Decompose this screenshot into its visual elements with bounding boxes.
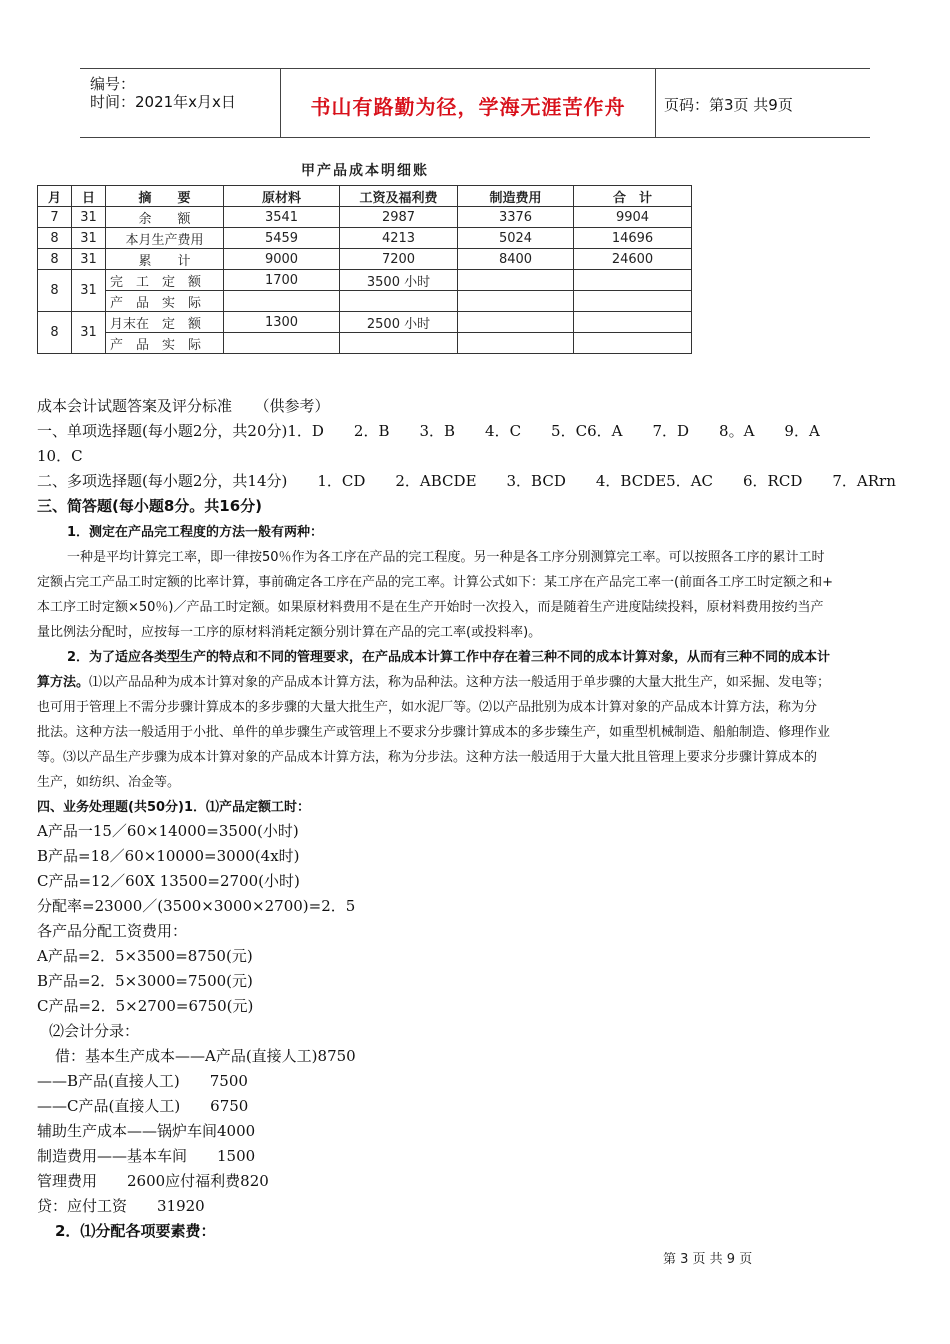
journal-line: ——C产品(直接人工) 6750 xyxy=(37,1097,249,1115)
calc-line: C产品=12／60X 13500=2700(小时) xyxy=(37,872,300,890)
doc-title: 成本会计试题答案及评分标准 （供参考） xyxy=(37,397,330,415)
q2-heading: 2．为了适应各类型生产的特点和不同的管理要求，在产品成本计算工作中存在着三种不同的成本计算对象，从而有三种不同的成本计 xyxy=(67,650,831,665)
page-label: 页码：第3页 共9页 xyxy=(664,96,793,114)
calc-line: B产品=18／60×10000=3000(4x时) xyxy=(37,847,300,865)
q1-text-2: 定额占完工产品工时定额的比率计算，事前确定各工序在产品的完工率。计算公式如下：某工序在产品完工率一(前面各工序工时定额之和+ xyxy=(37,575,833,590)
q2-text-2: 也可用于管理上不需分步骤计算成本的多步骤的大量大批生产，如水泥厂等。⑵以产品批别为成本计算对象的产品成本计算方法，称为分 xyxy=(37,700,818,715)
ledger-header-row xyxy=(38,186,692,207)
cell: 5024 xyxy=(458,228,574,249)
section-business: 四、业务处理题(共50分)1．⑴产品定额工时： xyxy=(37,800,311,815)
journal-line: 制造费用——基本车间 1500 xyxy=(37,1147,256,1165)
journal-line: 贷：应付工资 31920 xyxy=(37,1197,205,1215)
q2-text-1 xyxy=(37,671,830,690)
label: 完 工 xyxy=(110,274,150,290)
table-row xyxy=(38,249,692,270)
cell xyxy=(224,291,340,312)
cell: 4213 xyxy=(340,228,458,249)
page-header xyxy=(80,68,870,138)
table-row xyxy=(38,207,692,228)
col-summary: 摘 要 xyxy=(106,186,224,207)
q2-text-3: 批法。这种方法一般适用于小批、单件的单步骤生产或管理上不要求分步骤计算成本的多步臻生产，如重型机械制造、船舶制造、修理作业 xyxy=(37,725,831,740)
journal-line: 管理费用 2600应付福利费820 xyxy=(37,1172,269,1190)
q1-heading: 1．测定在产品完工程度的方法一般有两种： xyxy=(67,525,324,540)
section-single-choice: 一、单项选择题(每小题2分，共20分)1．D 2．B 3．B 4．C 5．C6．A 7．D 8。A 9．A xyxy=(37,422,820,440)
table-row xyxy=(38,228,692,249)
q2-text-4: 等。⑶以产品生产步骤为成本计算对象的产品成本计算方法，称为分步法。这种方法一般适用于大量大批且管理上要求分步骤计算成本的 xyxy=(37,750,818,765)
cell: 7 xyxy=(38,207,72,228)
cell xyxy=(106,312,224,333)
cell xyxy=(106,333,224,354)
col-month: 月 xyxy=(38,186,72,207)
calc-line: C产品=2．5×2700=6750(元) xyxy=(37,997,254,1015)
cell xyxy=(574,291,692,312)
q2-business-heading: 2．⑴分配各项要素费： xyxy=(55,1222,216,1240)
cell xyxy=(574,333,692,354)
cell xyxy=(340,333,458,354)
cell: 累 计 xyxy=(106,249,224,270)
cell: 8 xyxy=(38,228,72,249)
cell: 3376 xyxy=(458,207,574,228)
cell: 2987 xyxy=(340,207,458,228)
q1-text-4: 量比例法分配时，应按每一工序的原材料消耗定额分别计算在产品的完工率(或投料率)。 xyxy=(37,625,542,640)
col-day: 日 xyxy=(72,186,106,207)
section-short-answer: 三、简答题(每小题8分。共16分) xyxy=(37,497,263,515)
cell: 2500 小时 xyxy=(340,312,458,333)
cell: 8400 xyxy=(458,249,574,270)
col-material: 原材料 xyxy=(224,186,340,207)
cell: 1300 xyxy=(224,312,340,333)
cell: 8 xyxy=(38,312,72,354)
cell: 31 xyxy=(72,207,106,228)
ledger-table xyxy=(37,185,692,354)
ledger-title: 甲产品成本明细账 xyxy=(301,163,429,179)
calc-line: A产品一15／60×14000=3500(小时) xyxy=(37,822,299,840)
cell: 7200 xyxy=(340,249,458,270)
cell xyxy=(106,291,224,312)
cell: 31 xyxy=(72,249,106,270)
cell xyxy=(574,270,692,291)
header-right-cell xyxy=(656,69,870,137)
cell: 31 xyxy=(72,270,106,312)
table-row-finished xyxy=(38,270,692,291)
cell: 3500 小时 xyxy=(340,270,458,291)
motto: 书山有路勤为径，学海无涯苦作舟 xyxy=(310,95,626,119)
cell xyxy=(574,312,692,333)
table-row-finished-actual xyxy=(38,291,692,312)
section-multi-choice: 二、多项选择题(每小题2分，共14分) 1．CD 2．ABCDE 3．BCD 4．BCDE5．AC 6．RCD 7．ARrn xyxy=(37,472,896,490)
table-row-wip-actual xyxy=(38,333,692,354)
journal-line: ——B产品(直接人工) 7500 xyxy=(37,1072,248,1090)
col-wage: 工资及福利费 xyxy=(340,186,458,207)
cell: 1700 xyxy=(224,270,340,291)
cell: 14696 xyxy=(574,228,692,249)
journal-line: 辅助生产成本——锅炉车间4000 xyxy=(37,1122,256,1140)
label: 月末在 xyxy=(110,316,150,332)
cell xyxy=(458,270,574,291)
journal-line: 借：基本生产成本——A产品(直接人工)8750 xyxy=(55,1047,356,1065)
cell: 本月生产费用 xyxy=(106,228,224,249)
journal-heading: ⑵会计分录： xyxy=(49,1022,140,1040)
header-motto-cell xyxy=(280,69,656,137)
section-single-choice-cont: 10．C xyxy=(37,447,83,465)
cell: 5459 xyxy=(224,228,340,249)
q2-text-1-body: ⑴以产品品种为成本计算对象的产品成本计算方法，称为品种法。这种方法一般适用于单步骤的大量大批生产，如采掘、发电等； xyxy=(89,675,831,690)
label: 产 品 xyxy=(110,337,150,353)
q2-text-5: 生产，如纺织、冶金等。 xyxy=(37,775,181,790)
time-label: 时间：2021年x月x日 xyxy=(90,93,236,111)
cell: 余 额 xyxy=(106,207,224,228)
label: 实 际 xyxy=(162,295,202,311)
col-total: 合 计 xyxy=(574,186,692,207)
cell xyxy=(106,270,224,291)
cell: 24600 xyxy=(574,249,692,270)
q1-text-3: 本工序工时定额×50％)／产品工时定额。如果原材料费用不是在生产开始时一次投入，而是随着生产进度陆续投料，原材料费用按约当产 xyxy=(37,600,824,615)
cell xyxy=(458,333,574,354)
cell xyxy=(458,312,574,333)
cell xyxy=(224,333,340,354)
calc-line: B产品=2．5×3000=7500(元) xyxy=(37,972,253,990)
calc-line: A产品=2．5×3500=8750(元) xyxy=(37,947,253,965)
cell xyxy=(340,291,458,312)
calc-line: 分配率=23000／(3500×3000×2700)=2．5 xyxy=(37,897,356,915)
q2-heading-end: 算方法。 xyxy=(37,675,90,690)
cell: 8 xyxy=(38,270,72,312)
cell: 9000 xyxy=(224,249,340,270)
cell xyxy=(458,291,574,312)
cell: 31 xyxy=(72,228,106,249)
label: 定 额 xyxy=(162,316,202,332)
calc-line: 各产品分配工资费用： xyxy=(37,922,188,940)
cell: 8 xyxy=(38,249,72,270)
label: 定 额 xyxy=(162,274,202,290)
table-row-wip xyxy=(38,312,692,333)
page-footer: 第 3 页 共 9 页 xyxy=(663,1252,753,1267)
header-left-cell xyxy=(80,69,280,137)
col-overhead: 制造费用 xyxy=(458,186,574,207)
q1-text-1: 一种是平均计算完工率，即一律按50％作为各工序在产品的完工程度。另一种是各工序分别测算完工率。可以按照各工序的累计工时 xyxy=(67,550,825,565)
cell: 9904 xyxy=(574,207,692,228)
cell: 31 xyxy=(72,312,106,354)
label: 实 际 xyxy=(162,337,202,353)
number-label: 编号： xyxy=(90,75,136,93)
cell: 3541 xyxy=(224,207,340,228)
label: 产 品 xyxy=(110,295,150,311)
